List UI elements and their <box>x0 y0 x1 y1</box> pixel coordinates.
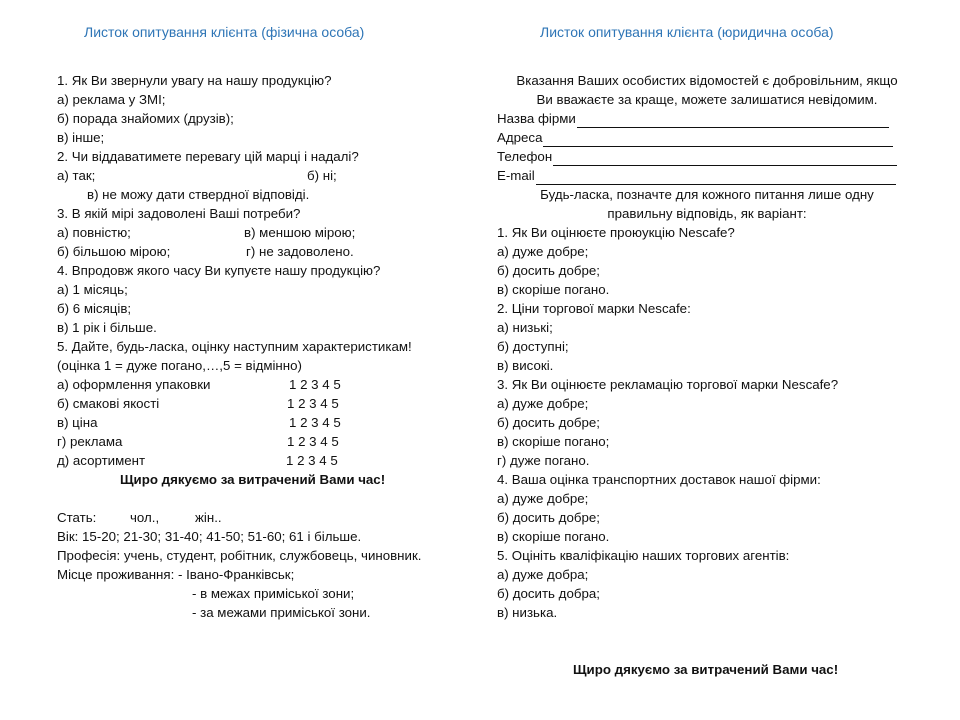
q2-option-a: а) низькі; <box>497 320 553 335</box>
q2-option-a: а) так; <box>57 168 96 183</box>
q3-option-a: а) дуже добре; <box>497 396 589 411</box>
company-name-line <box>577 113 889 128</box>
question-4: 4. Ваша оцінка транспортних доставок нашої фірми: <box>497 472 821 487</box>
company-questionnaire <box>497 71 917 679</box>
rating-scale: 1 2 3 4 5 <box>286 453 338 468</box>
address-line <box>543 132 893 147</box>
q1-option-b: б) порада знайомих (друзів); <box>57 111 234 126</box>
spacer <box>57 489 477 508</box>
rating-label: г) реклама <box>57 434 123 449</box>
question-4: 4. Впродовж якого часу Ви купуєте нашу продукцію? <box>57 263 381 278</box>
email-line <box>536 170 896 185</box>
q3-option-d: г) не задоволено. <box>246 244 354 259</box>
rating-label: в) ціна <box>57 415 98 430</box>
rating-label: а) оформлення упаковки <box>57 377 211 392</box>
q4-option-b: б) 6 місяців; <box>57 301 132 316</box>
q3-options-row-2 <box>57 242 477 261</box>
rating-row <box>57 451 477 470</box>
rating-label: д) асортимент <box>57 453 146 468</box>
intro-line-2: Ви вважаєте за краще, можете залишатися невідомим. <box>536 92 878 107</box>
q5-option-c: в) низька. <box>497 605 558 620</box>
spacer <box>497 622 917 641</box>
q4-option-c: в) 1 рік і більше. <box>57 320 157 335</box>
q4-option-c: в) скоріше погано. <box>497 529 610 544</box>
residence-suburban: - в межах приміської зони; <box>192 586 355 601</box>
sex-male: чол., <box>130 510 160 525</box>
rating-row <box>57 375 477 394</box>
q5-rating-note: (оцінка 1 = дуже погано,…,5 = відмінно) <box>57 358 302 373</box>
rating-scale: 1 2 3 4 5 <box>289 415 341 430</box>
question-2: 2. Ціни торгової марки Nescafe: <box>497 301 691 316</box>
question-5: 5. Оцініть кваліфікацію наших торгових агентів: <box>497 548 790 563</box>
q2-option-c: в) не можу дати ствердної відповіді. <box>87 187 310 202</box>
q2-options-row <box>57 166 477 185</box>
rating-scale: 1 2 3 4 5 <box>289 377 341 392</box>
right-form-title: Листок опитування клієнта (юридична особа) <box>540 24 834 40</box>
individual-questionnaire <box>57 71 477 622</box>
phone-line <box>553 151 897 166</box>
company-name-label: Назва фірми <box>497 111 576 126</box>
q1-option-b: б) досить добре; <box>497 263 600 278</box>
q3-option-a: а) повністю; <box>57 225 131 240</box>
phone-label: Телефон <box>497 149 553 164</box>
sex-label: Стать: <box>57 510 97 525</box>
age-line: Вік: 15-20; 21-30; 31-40; 41-50; 51-60; 61 і більше. <box>57 529 362 544</box>
q5-option-b: б) досить добра; <box>497 586 600 601</box>
q2-option-b: б) доступні; <box>497 339 569 354</box>
q3-option-c: б) більшою мірою; <box>57 244 171 259</box>
q2-option-c-row <box>57 185 477 204</box>
rating-row <box>57 413 477 432</box>
question-3: 3. В якій мірі задоволені Ваші потреби? <box>57 206 301 221</box>
address-label: Адреса <box>497 130 543 145</box>
q3-options-row-1 <box>57 223 477 242</box>
thanks-message: Щиро дякуємо за витрачений Вами час! <box>573 662 839 677</box>
question-1: 1. Як Ви оцінюєте проюукцію Nescafe? <box>497 225 735 240</box>
q5-option-a: а) дуже добра; <box>497 567 589 582</box>
company-name-field <box>497 109 917 128</box>
left-form-title: Листок опитування клієнта (фізична особа) <box>84 24 365 40</box>
question-5: 5. Дайте, будь-ласка, оцінку наступним характеристикам! <box>57 339 412 354</box>
email-label: E-mail <box>497 168 535 183</box>
address-field <box>497 128 917 147</box>
q3-option-c: в) скоріше погано; <box>497 434 610 449</box>
residence-outside: - за межами приміської зони. <box>192 605 371 620</box>
q2-option-b: б) ні; <box>307 168 337 183</box>
spacer <box>497 641 917 660</box>
instruction-line-1: Будь-ласка, позначте для кожного питання лише одну <box>540 187 874 202</box>
intro-line-1: Вказання Ваших особистих відомостей є добровільним, якщо <box>516 73 898 88</box>
phone-field <box>497 147 917 166</box>
q1-option-a: а) реклама у ЗМІ; <box>57 92 166 107</box>
q4-option-a: а) дуже добре; <box>497 491 589 506</box>
q1-option-a: а) дуже добре; <box>497 244 589 259</box>
q1-option-c: в) скоріше погано. <box>497 282 610 297</box>
question-1: 1. Як Ви звернули увагу на нашу продукцію? <box>57 73 332 88</box>
q3-option-d: г) дуже погано. <box>497 453 590 468</box>
residence-line: Місце проживання: - Івано-Франківськ; <box>57 567 295 582</box>
rating-scale: 1 2 3 4 5 <box>287 434 339 449</box>
q1-option-c: в) інше; <box>57 130 105 145</box>
q4-option-b: б) досить добре; <box>497 510 600 525</box>
sex-female: жін.. <box>195 510 222 525</box>
question-2: 2. Чи віддаватимете перевагу цій марці і надалі? <box>57 149 359 164</box>
rating-label: б) смакові якості <box>57 396 160 411</box>
q4-option-a: а) 1 місяць; <box>57 282 128 297</box>
email-field <box>497 166 917 185</box>
rating-scale: 1 2 3 4 5 <box>287 396 339 411</box>
q2-option-c: в) високі. <box>497 358 554 373</box>
q3-option-b: б) досить добре; <box>497 415 600 430</box>
sex-row <box>57 508 477 527</box>
rating-row <box>57 432 477 451</box>
rating-row <box>57 394 477 413</box>
thanks-message: Щиро дякуємо за витрачений Вами час! <box>120 472 386 487</box>
q3-option-b: в) меншою мірою; <box>244 225 356 240</box>
instruction-line-2: правильну відповідь, як варіант: <box>607 206 807 221</box>
profession-line: Професія: учень, студент, робітник, службовець, чиновник. <box>57 548 422 563</box>
question-3: 3. Як Ви оцінюєте рекламацію торгової марки Nescafe? <box>497 377 839 392</box>
